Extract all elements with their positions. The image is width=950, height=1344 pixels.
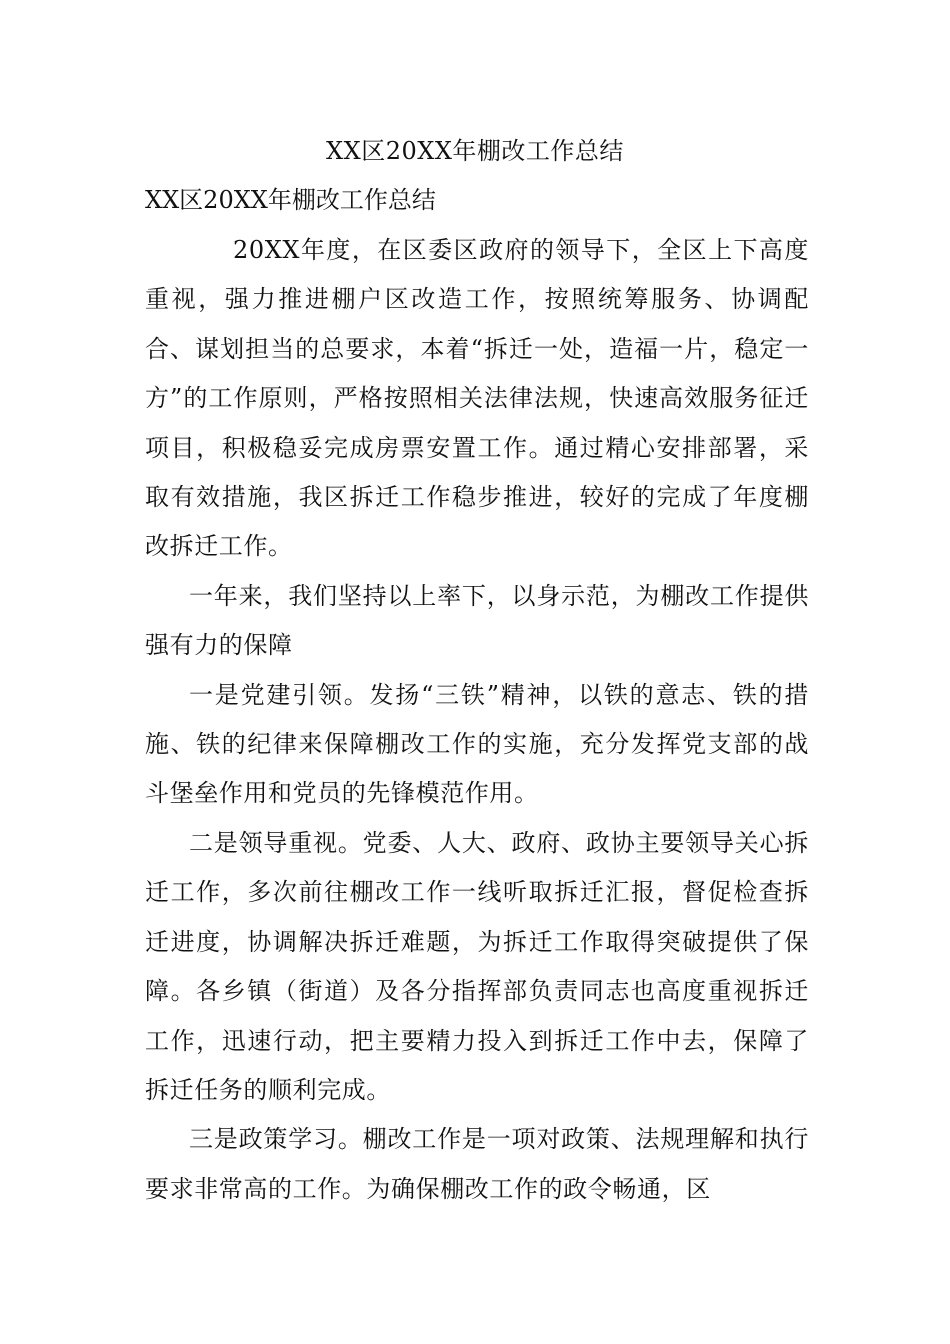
paragraph-intro: 20XX年度，在区委区政府的领导下，全区上下高度重视，强力推进棚户区改造工作，按照统筹服务、协调配合、谋划担当的总要求，本着“拆迁一处，造福一片，稳定一方”的工作原则，严格按照相关法律法规，快速高效服务征迁项目，积极稳妥完成房票安置工作。通过精心安排部署，采取有效措施，我区拆迁工作稳步推进，较好的完成了年度棚改拆迁工作。 [145,236,809,561]
paragraph-policy-study: 三是政策学习。棚改工作是一项对政策、法规理解和执行要求非常高的工作。为确保棚改工作的政令畅通，区 [145,1125,809,1203]
paragraph-leadership: 二是领导重视。党委、人大、政府、政协主要领导关心拆迁工作，多次前往棚改工作一线听取拆迁汇报，督促检查拆迁进度，协调解决拆迁难题，为拆迁工作取得突破提供了保障。各乡镇（街道）及各分指挥部负责同志也高度重视拆迁工作，迅速行动，把主要精力投入到拆迁工作中去，保障了拆迁任务的顺利完成。 [145,828,809,1104]
paragraph-party-building: 一是党建引领。发扬“三铁”精神，以铁的意志、铁的措施、铁的纪律来保障棚改工作的实施，充分发挥党支部的战斗堡垒作用和党员的先锋模范作用。 [145,680,809,808]
document-title: XX区20XX年棚改工作总结 [326,137,624,165]
document-subtitle: XX区20XX年棚改工作总结 [145,186,436,214]
paragraph-summary: 一年来，我们坚持以上率下，以身示范，为棚改工作提供强有力的保障 [145,581,809,660]
document-body [145,226,809,1214]
